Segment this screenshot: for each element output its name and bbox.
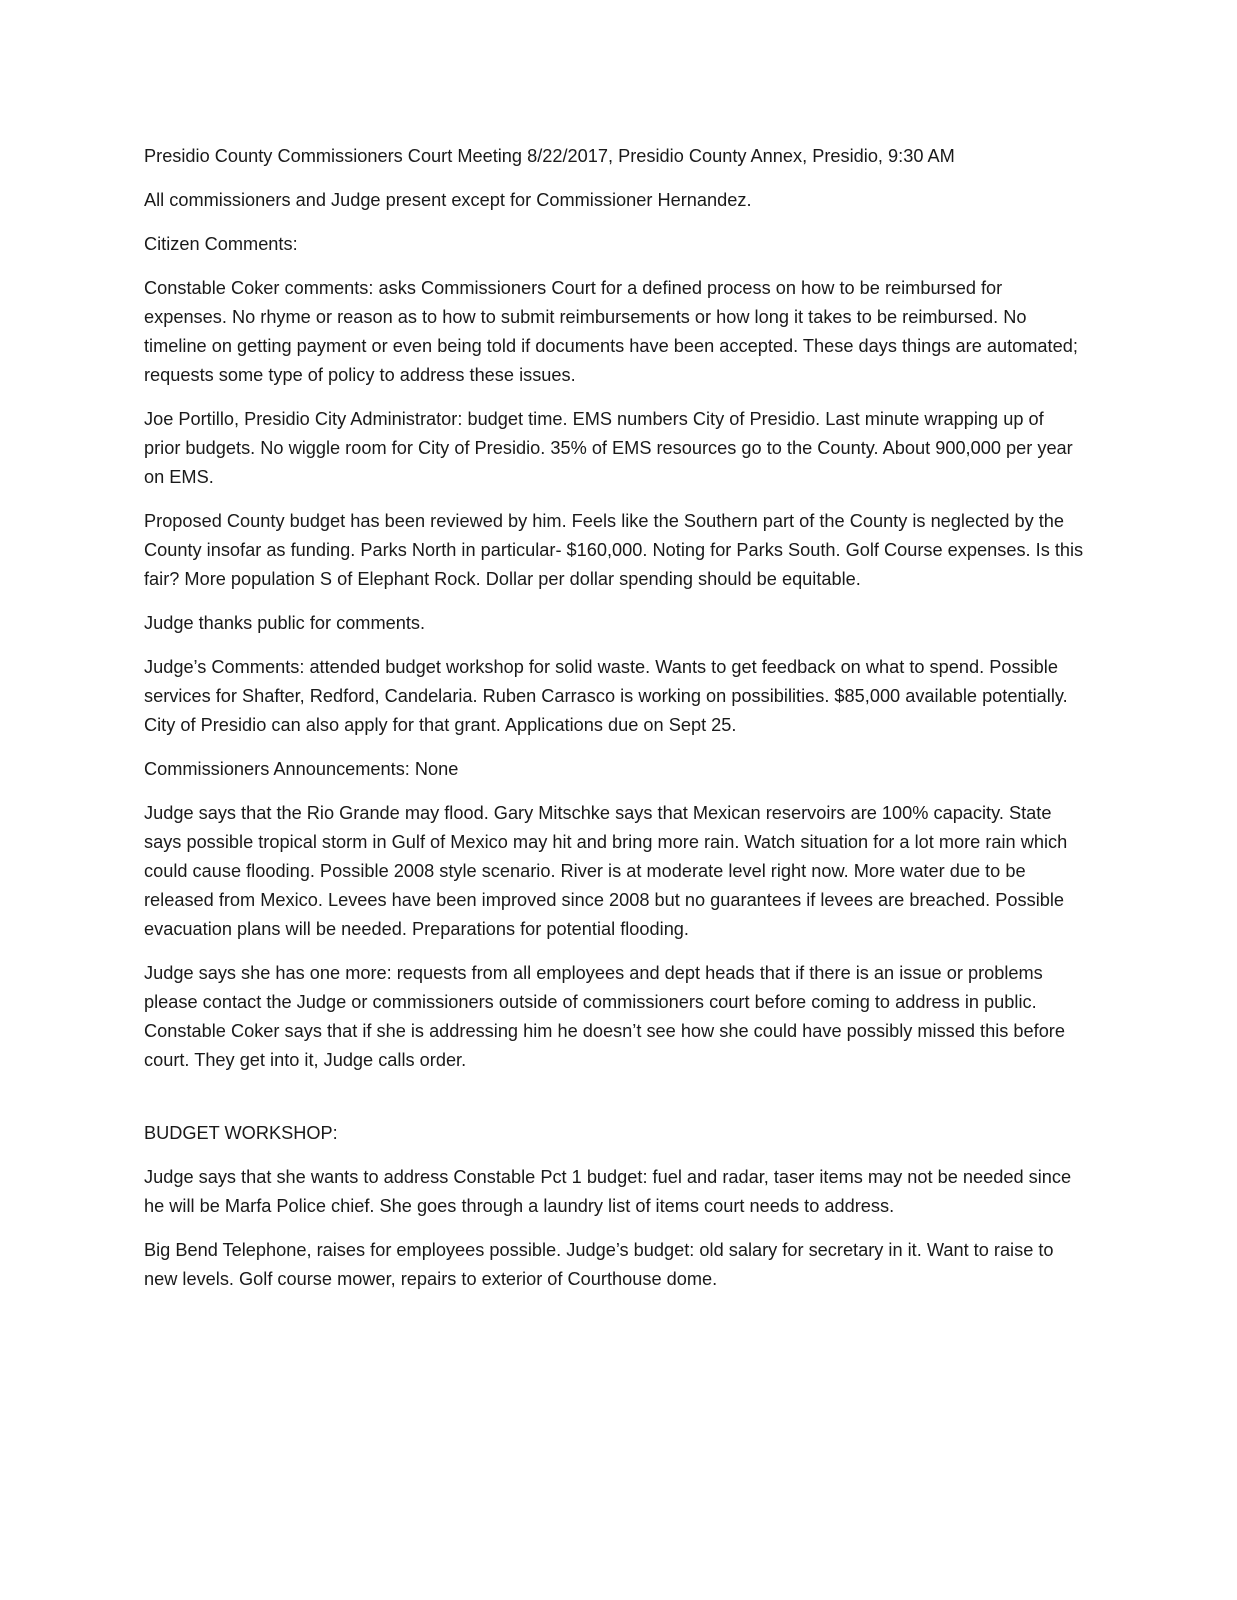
judge-one-more-paragraph: Judge says she has one more: requests from all employees and dept heads that if there is an issue or problems please contact the Judge or commissioners outside of commissioners court before coming to address in public. Constable Coker says that if she is addressing him he doesn’t see how she could have possibly missed this before court. They get into it, Judge calls order.: [144, 963, 1065, 1070]
rio-grande-flood-paragraph: Judge says that the Rio Grande may flood. Gary Mitschke says that Mexican reservoirs are 100% capacity. State says possible tropical storm in Gulf of Mexico may hit and bring more rain. Watch situation for a lot more rain which could cause flooding. Possible 2008 style scenario. River is at moderate level right now. More water due to be released from Mexico. Levees have been improved since 2008 but no guarantees if levees are breached. Possible evacuation plans will be needed. Preparations for potential flooding.: [144, 803, 1068, 939]
constable-coker-paragraph: Constable Coker comments: asks Commissioners Court for a defined process on how to be reimbursed for expenses. No rhyme or reason as to how to submit reimbursements or how long it takes to be reimbursed. No timeline on getting payment or even being told if documents have been accepted. These days things are automated; requests some type of policy to address these issues.: [144, 278, 1078, 385]
commissioners-announcements-paragraph: Commissioners Announcements: None: [144, 759, 459, 779]
meeting-title-line: Presidio County Commissioners Court Meeting 8/22/2017, Presidio County Annex, Presidio, 9:30 AM: [144, 146, 955, 166]
county-budget-paragraph: Proposed County budget has been reviewed by him. Feels like the Southern part of the County is neglected by the County insofar as funding. Parks North in particular- $160,000. Noting for Parks South. Golf Course expenses. Is this fair? More population S of Elephant Rock. Dollar per dollar spending should be equitable.: [144, 511, 1084, 589]
telephone-raises-paragraph: Big Bend Telephone, raises for employees possible. Judge’s budget: old salary for secretary in it. Want to raise to new levels. Golf course mower, repairs to exterior of Courthouse dome.: [144, 1240, 1054, 1289]
judge-thanks-paragraph: Judge thanks public for comments.: [144, 613, 426, 633]
budget-workshop-heading: BUDGET WORKSHOP:: [144, 1123, 338, 1143]
judge-comments-paragraph: Judge’s Comments: attended budget workshop for solid waste. Wants to get feedback on what to spend. Possible services for Shafter, Redford, Candelaria. Ruben Carrasco is working on possibilities. $85,000 available potentially. City of Presidio can also apply for that grant. Applications due on Sept 25.: [144, 657, 1068, 735]
joe-portillo-paragraph: Joe Portillo, Presidio City Administrator: budget time. EMS numbers City of Presidio. Last minute wrapping up of prior budgets. No wiggle room for City of Presidio. 35% of EMS resources go to the County. About 900,000 per year on EMS.: [144, 409, 1073, 487]
constable-budget-paragraph: Judge says that she wants to address Constable Pct 1 budget: fuel and radar, taser items may not be needed since he will be Marfa Police chief. She goes through a laundry list of items court needs to address.: [144, 1167, 1072, 1216]
citizen-comments-heading: Citizen Comments:: [144, 234, 298, 254]
attendance-paragraph: All commissioners and Judge present except for Commissioner Hernandez.: [144, 190, 752, 210]
document-page: [144, 142, 1084, 1309]
